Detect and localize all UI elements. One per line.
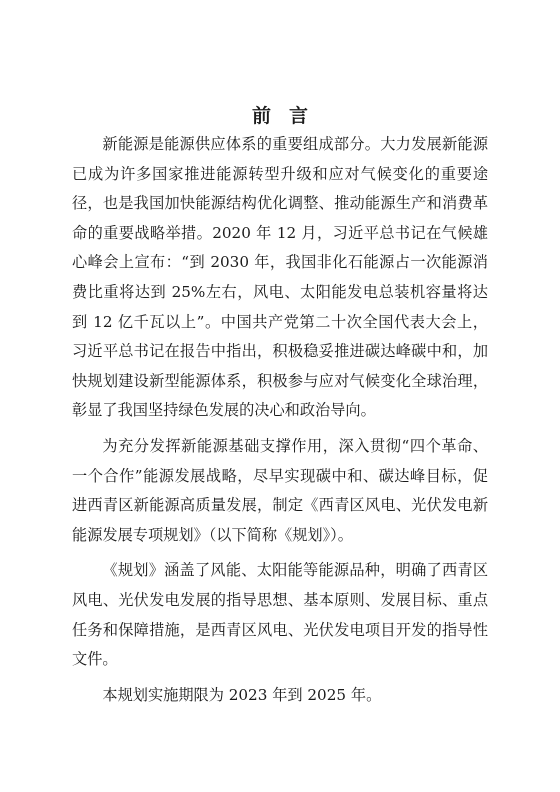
document-body [72,130,488,716]
paragraph-scope: 《规划》涵盖了风能、太阳能等能源品种，明确了西青区风电、光伏发电发展的指导思想、基本原则、发展目标、重点任务和保障措施，是西青区风电、光伏发电项目开发的指导性文件。 [72,561,488,669]
paragraph-purpose: 为充分发挥新能源基础支撑作用，深入贯彻“四个革命、一个合作”能源发展战略，尽早实现碳中和、碳达峰目标，促进西青区新能源高质量发展，制定《西青区风电、光伏发电新能源发展专项规划》（以下简称《规划》）。 [72,436,488,544]
page-title: 前言 [251,105,326,127]
paragraph-period: 本规划实施期限为 2023 年到 2025 年。 [102,685,382,704]
paragraph-intro: 新能源是能源供应体系的重要组成部分。大力发展新能源已成为许多国家推进能源转型升级和应对气候变化的重要途径，也是我国加快能源结构优化调整、推动能源生产和消费革命的重要战略举措。2020 年 12 月，习近平总书记在气候雄心峰会上宣布：“到 2030 年，我国非化石能源占一次能源消费比重将达到 25%左右，风电、太阳能发电总装机容量将达到 12 亿千瓦以上”。中国共产党第二十次全国代表大会上，习近平总书记在报告中指出，积极稳妥推进碳达峰碳中和，加快规划建设新型能源体系，积极参与应对气候变化全球治理，彰显了我国坚持绿色发展的决心和政治导向。 [72,135,488,420]
